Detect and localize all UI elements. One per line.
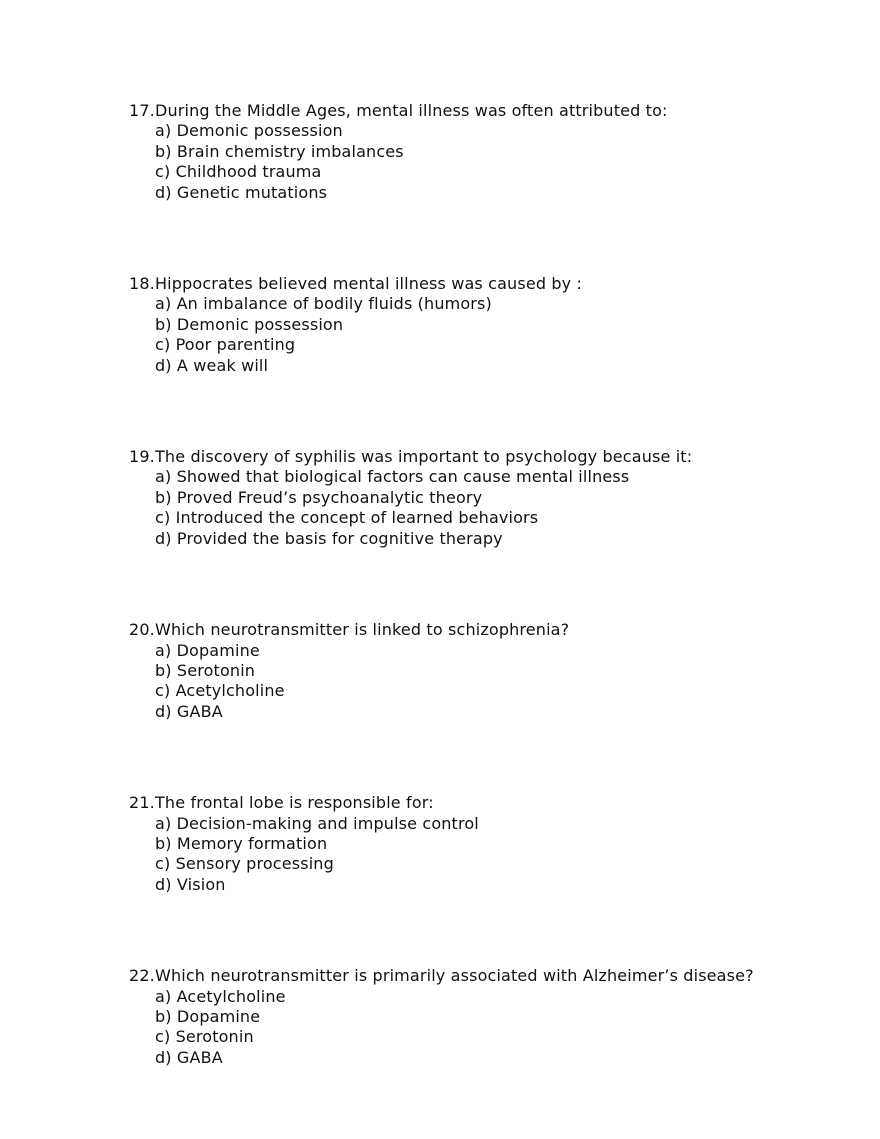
answer-option: c) Introduced the concept of learned behaviors (155, 508, 539, 528)
question-18 (129, 274, 829, 376)
question-21 (129, 793, 829, 895)
question-text: The frontal lobe is responsible for: (155, 793, 434, 813)
answer-option: a) Showed that biological factors can cause mental illness (155, 467, 630, 487)
answer-option: a) Decision-making and impulse control (155, 813, 479, 833)
question-text: Which neurotransmitter is primarily associated with Alzheimer’s disease? (155, 966, 754, 986)
answer-option: c) Sensory processing (155, 854, 334, 874)
answer-option: c) Acetylcholine (155, 681, 285, 701)
answer-option: c) Childhood trauma (155, 162, 322, 182)
question-number: 18. (129, 274, 155, 294)
question-22 (129, 966, 829, 1068)
answer-option: d) GABA (155, 701, 223, 721)
answer-option: a) An imbalance of bodily fluids (humors) (155, 294, 492, 314)
answer-option: c) Serotonin (155, 1027, 254, 1047)
answer-option: d) Provided the basis for cognitive therapy (155, 528, 503, 548)
question-19 (129, 447, 829, 549)
question-stem (129, 620, 829, 640)
answer-option: b) Dopamine (155, 1006, 261, 1026)
answer-option: b) Brain chemistry imbalances (155, 141, 404, 161)
question-stem (129, 274, 829, 294)
question-number: 21. (129, 793, 155, 813)
answer-option: d) A weak will (155, 355, 269, 375)
question-stem (129, 101, 829, 121)
question-stem (129, 966, 829, 986)
question-text: Which neurotransmitter is linked to schizophrenia? (155, 620, 570, 640)
answer-option: d) Vision (155, 874, 226, 894)
answer-option: b) Serotonin (155, 660, 256, 680)
answer-option: a) Acetylcholine (155, 986, 286, 1006)
question-stem (129, 793, 829, 813)
answer-option: a) Dopamine (155, 640, 260, 660)
answer-option: d) Genetic mutations (155, 182, 328, 202)
answer-option: c) Poor parenting (155, 335, 296, 355)
question-text: During the Middle Ages, mental illness was often attributed to: (155, 101, 668, 120)
answer-options (129, 294, 829, 376)
question-list (129, 101, 829, 1139)
question-20 (129, 620, 829, 722)
answer-option: a) Demonic possession (155, 121, 343, 141)
answer-options (129, 467, 829, 549)
question-text: Hippocrates believed mental illness was caused by : (155, 274, 583, 294)
question-17 (129, 101, 829, 203)
answer-option: b) Memory formation (155, 833, 328, 853)
question-text: The discovery of syphilis was important to psychology because it: (155, 447, 693, 467)
answer-option: b) Proved Freud’s psychoanalytic theory (155, 487, 483, 507)
question-number: 20. (129, 620, 155, 640)
answer-option: d) GABA (155, 1047, 223, 1067)
question-number: 17. (129, 101, 155, 120)
answer-options (129, 814, 829, 896)
answer-options (129, 641, 829, 723)
answer-options (129, 121, 829, 203)
question-stem (129, 447, 829, 467)
answer-option: b) Demonic possession (155, 314, 344, 334)
question-number: 19. (129, 447, 155, 467)
question-number: 22. (129, 966, 155, 986)
answer-options (129, 987, 829, 1069)
